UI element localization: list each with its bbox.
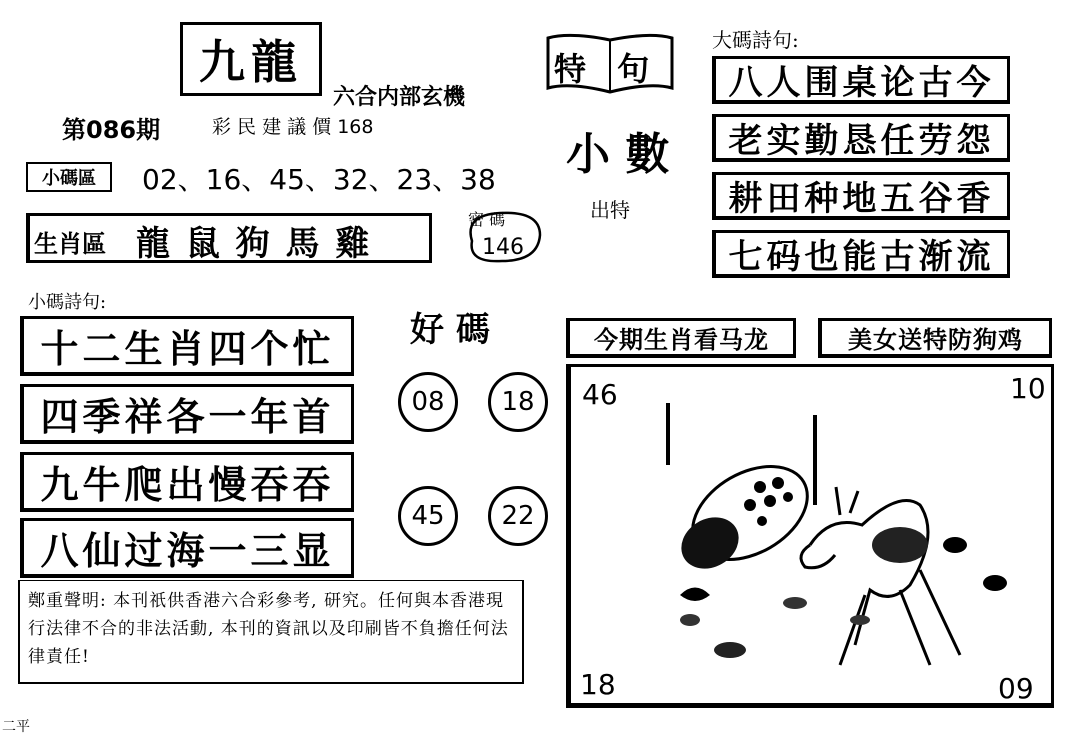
good-code-circle	[398, 372, 458, 432]
code-stamp	[454, 205, 546, 265]
big-poem-title: 大碼詩句:	[712, 28, 799, 52]
disclaimer-box	[18, 580, 524, 684]
big-poem-line	[712, 56, 1010, 104]
good-code-circle	[488, 372, 548, 432]
header-subtitle: 六合内部玄機	[333, 85, 466, 110]
banner-left	[566, 318, 796, 358]
good-code-number: 18	[501, 387, 535, 417]
big-poem-line	[712, 172, 1010, 220]
special-title-box	[540, 30, 680, 100]
big-poem-line	[712, 230, 1010, 278]
good-code-number: 45	[411, 501, 445, 531]
deer-shape	[801, 487, 960, 665]
good-code-number: 08	[411, 387, 445, 417]
zodiac-label: 生肖區	[34, 230, 106, 258]
picture-number-bottom-left: 18	[580, 668, 616, 701]
picture-number-top-right: 10	[1010, 372, 1046, 405]
small-poem-title: 小碼詩句:	[28, 292, 107, 313]
small-poem-line-text: 八仙过海一三显	[40, 529, 335, 573]
good-code-number: 22	[501, 501, 535, 531]
stamp-value: 146	[482, 235, 524, 260]
disclaimer-text: 鄭重聲明: 本刊祇供香港六合彩參考, 研究。任何與本香港現行法律不合的非法活動, 本刊的資訊以及印刷皆不負擔任何法律責任!	[28, 591, 509, 667]
small-poem-line	[20, 384, 354, 444]
special-note: 出特	[590, 198, 630, 222]
small-poem-line	[20, 316, 354, 376]
small-poem-line	[20, 452, 354, 512]
good-code-circle	[398, 486, 458, 546]
small-code-label-box	[26, 162, 112, 192]
banner-right	[818, 318, 1052, 358]
price-text: 彩 民 建 議 價 168	[212, 116, 374, 138]
special-text: 小 數	[566, 129, 670, 180]
big-poem-line-text: 八人围桌论古今	[728, 63, 995, 103]
special-title: 特 句	[554, 50, 660, 88]
deer-illustration	[600, 395, 1040, 685]
small-poem-line	[20, 518, 354, 578]
good-code-circle	[488, 486, 548, 546]
small-poem-line-text: 四季祥各一年首	[40, 395, 335, 439]
big-poem-line-text: 耕田种地五谷香	[728, 179, 995, 219]
issue-number: 第086期	[62, 116, 161, 144]
stamp-top-text: 密 碼	[468, 210, 506, 229]
banner-left-text: 今期生肖看马龙	[594, 326, 769, 354]
small-poem-line-text: 九牛爬出慢吞吞	[40, 463, 335, 507]
footer-mark: 二平	[2, 719, 30, 735]
big-poem-line-text: 老实勤恳任劳怨	[728, 121, 995, 161]
picture-number-top-left: 46	[582, 378, 618, 411]
picture-number-bottom-right: 09	[998, 672, 1034, 705]
small-code-label: 小碼區	[42, 168, 96, 189]
good-code-title: 好 碼	[410, 310, 490, 350]
banner-right-text: 美女送特防狗鸡	[848, 326, 1023, 354]
logo-box	[180, 22, 322, 96]
big-poem-line-text: 七码也能古渐流	[728, 237, 995, 277]
small-poem-line-text: 十二生肖四个忙	[40, 327, 335, 371]
big-poem-line	[712, 114, 1010, 162]
logo-text: 九龍	[199, 35, 303, 89]
zodiac-animals: 龍 鼠 狗 馬 雞	[136, 224, 372, 264]
small-code-numbers: 02、16、45、32、23、38	[142, 163, 496, 196]
